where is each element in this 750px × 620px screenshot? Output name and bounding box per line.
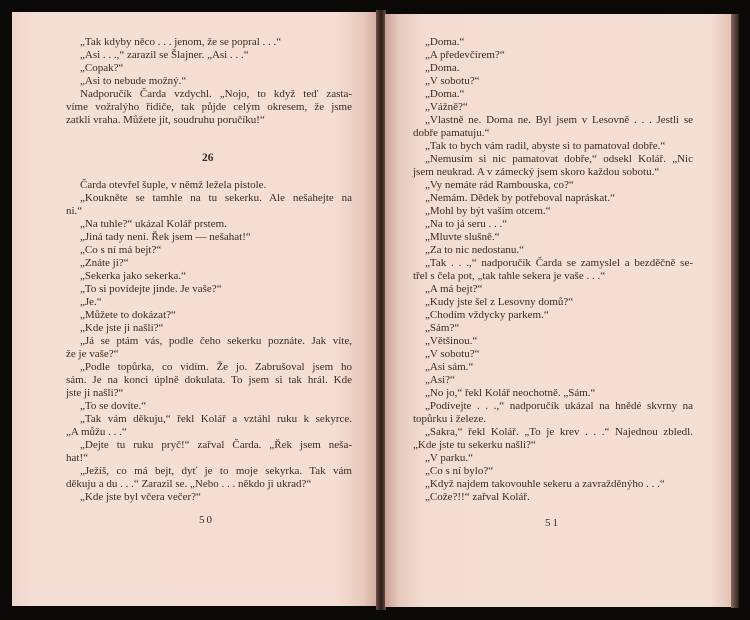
text-line: „Dejte tu ruku pryč!“ zařval Čarda. „Řek jsem neša- — [80, 439, 352, 451]
text-line: „Tak kdyby něco . . . jenom, že se popral . . .“ — [80, 36, 282, 48]
text-line: děkuju a du . . .“ Zarazil se. „Nebo . . . někdo ji ukrad?“ — [66, 478, 312, 490]
text-line: „A můžu . . .“ — [66, 426, 127, 438]
text-line: „V sobotu?“ — [425, 348, 480, 360]
text-line: „Kde jste tu sekerku našli?“ — [413, 439, 536, 451]
book-edge — [731, 14, 739, 608]
text-line: že je vaše?“ — [66, 348, 119, 360]
text-line: dobře pamatuju.“ — [413, 127, 490, 139]
text-line: „Asi?“ — [425, 374, 455, 386]
page-number-right: 51 — [545, 517, 560, 529]
text-line: víme vožralýho řidiče, tak půjde celým okresem, že jsme — [66, 101, 352, 113]
text-line: „Ježíš, co má bejt, dyť je to moje sekyrka. Tak vám — [80, 465, 352, 477]
text-line: jsem neukrad. A v zámecký jsem skoro každou sobotu.“ — [413, 166, 660, 178]
right-page — [385, 14, 731, 607]
text-line: „Asi . . .,“ zarazil se Šlajner. „Asi . . .“ — [80, 49, 249, 61]
page-number-left: 50 — [199, 514, 214, 526]
text-line: „Doma.“ — [425, 88, 465, 100]
text-line: jste ji našli?“ — [66, 387, 124, 399]
text-line: „Nemusím si nic pamatovat dobře,“ odsekl Kolář. „Nic — [425, 153, 693, 165]
text-line: „Sekerka jako sekerka.“ — [80, 270, 186, 282]
text-line: „Koukněte se tamhle na tu sekerku. Ale nešahejte na — [80, 192, 352, 204]
text-line: „Co s ní má bejt?“ — [80, 244, 162, 256]
text-line: „Většinou.“ — [425, 335, 478, 347]
text-line: „Nemám. Dědek by potřeboval napráskat.“ — [425, 192, 615, 204]
text-line: „Můžete to dokázat?“ — [80, 309, 176, 321]
text-line: „Chodím vždycky parkem.“ — [425, 309, 549, 321]
text-line: Čarda otevřel šuple, v němž ležela pistole. — [80, 179, 267, 191]
text-line: „Vlastně ne. Doma ne. Byl jsem v Lesovně . . . Jestli se — [425, 114, 693, 126]
text-line: „Na to já seru . . .“ — [425, 218, 508, 230]
text-line: „Tak vám děkuju,“ řekl Kolář a vztáhl ruku k sekyrce. — [80, 413, 352, 425]
text-line: „To se dovíte.“ — [80, 400, 147, 412]
text-line: „Mohl by být vaším otcem.“ — [425, 205, 551, 217]
text-line: „Já se ptám vás, podle čeho sekerku poznáte. Jak víte, — [80, 335, 352, 347]
text-line: „Kde jste byl včera večer?“ — [80, 491, 201, 503]
text-line: hat!“ — [66, 452, 88, 464]
text-line: „V parku.“ — [425, 452, 474, 464]
text-line: „Vy nemáte rád Rambouska, co?“ — [425, 179, 574, 191]
text-line: zatkli vraha. Můžete jít, soudruhu poručíku!“ — [66, 114, 265, 126]
text-line: sám. Je na konci úplně dokulata. To jsem si tak hrál. Kde — [66, 374, 352, 386]
text-line: „Vážně?“ — [425, 101, 468, 113]
text-line: „Na tuhle?“ ukázal Kolář prstem. — [80, 218, 227, 230]
text-line: „V sobotu?“ — [425, 75, 480, 87]
text-line: „Asi sám.“ — [425, 361, 474, 373]
text-line: „A má bejt?“ — [425, 283, 483, 295]
text-line: „Cože?!!“ zařval Kolář. — [425, 491, 530, 503]
text-line: „Doma.“ — [425, 36, 465, 48]
text-line: „Sám?“ — [425, 322, 460, 334]
chapter-number: 26 — [202, 152, 214, 164]
text-line: „Tak to bych vám radil, abyste si to pamatoval dobře.“ — [425, 140, 666, 152]
left-page — [12, 12, 378, 606]
text-line: topůrku i železe. — [413, 413, 486, 425]
text-line: „Sakra,“ řekl Kolář. „To je krev . . .“ Najednou zbledl. — [425, 426, 693, 438]
text-line: „Když najdem takovouhle sekeru a zavražděnýho . . .“ — [425, 478, 665, 490]
text-line: ni.“ — [66, 205, 83, 217]
text-line: „No jo,“ řekl Kolář neochotně. „Sám.“ — [425, 387, 596, 399]
text-line: „Copak?“ — [80, 62, 124, 74]
text-line: „Za to nic nedostanu.“ — [425, 244, 524, 256]
text-line: „Znáte ji?“ — [80, 257, 129, 269]
text-line: Nadporučík Čarda vzdychl. „Nojo, to když teď zasta- — [80, 88, 352, 100]
text-line: „Podívejte . . .,“ nadporučík ukázal na hnědé skvrny na — [425, 400, 693, 412]
text-line: „Doma. — [425, 62, 460, 74]
text-line: „Jiná tady není. Řek jsem — nešahat!“ — [80, 231, 251, 243]
text-line: „To si povídejte jinde. Je vaše?“ — [80, 283, 222, 295]
text-line: „Kudy jste šel z Lesovny domů?“ — [425, 296, 574, 308]
text-line: „Podle topůrka, co vidím. Že jo. Zabrušoval jsem ho — [80, 361, 352, 373]
text-line: třel s čela pot, „tak tahle sekera je vaše . . .“ — [413, 270, 606, 282]
text-line: „Co s ní bylo?“ — [425, 465, 494, 477]
text-line: „Mluvte slušně.“ — [425, 231, 500, 243]
text-line: „A předevčírem?“ — [425, 49, 505, 61]
text-line: „Kde jste ji našli?“ — [80, 322, 164, 334]
text-line: „Tak . . .,“ nadporučík Čarda se zamyslel a bezděčně se- — [425, 257, 693, 269]
text-line: „Asi to nebude možný.“ — [80, 75, 187, 87]
text-line: „Je.“ — [80, 296, 102, 308]
